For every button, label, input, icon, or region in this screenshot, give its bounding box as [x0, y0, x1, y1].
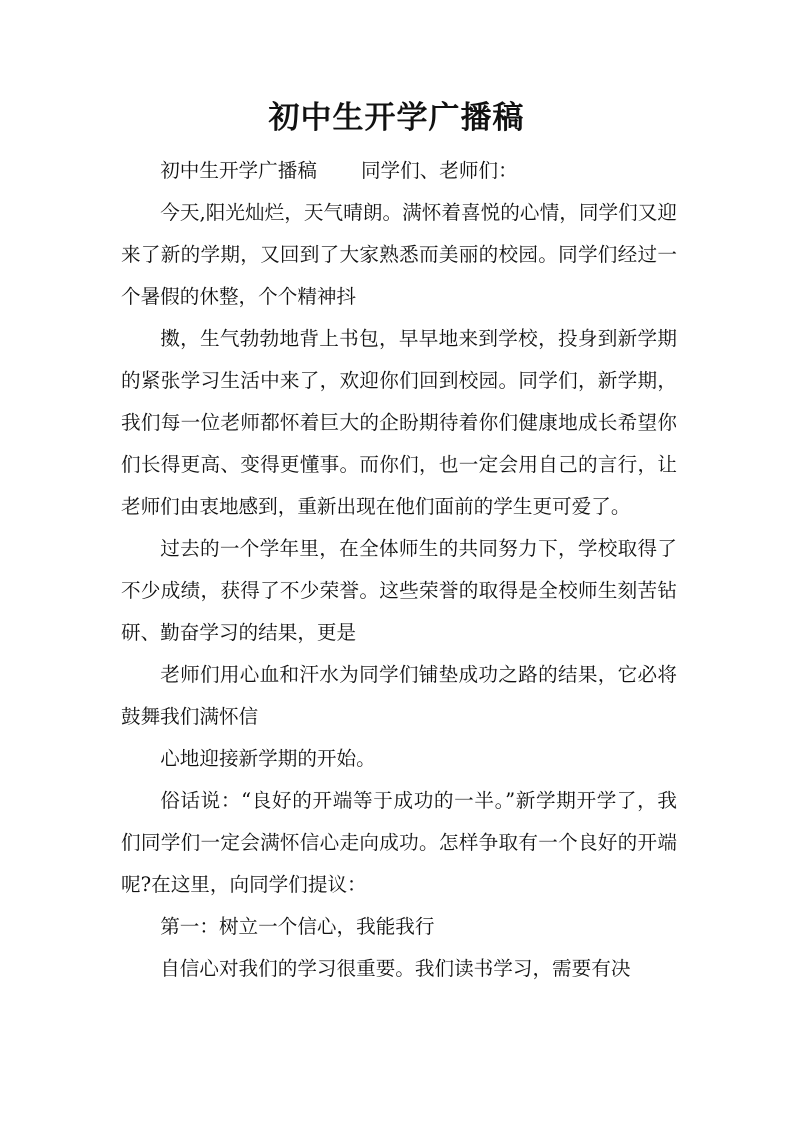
paragraph: 擞，生气勃勃地背上书包，早早地来到学校，投身到新学期的紧张学习生活中来了，欢迎你们回到校园。同学们，新学期，我们每一位老师都怀着巨大的企盼期待着你们健康地成长希望你们长得更高、变得更懂事。而你们，也一定会用自己的言行，让老师们由衷地感到，重新出现在他们面前的学生更可爱了。 [121, 327, 677, 518]
heading-line [121, 150, 677, 192]
paragraph: 俗话说：“良好的开端等于成功的一半。”新学期开学了，我们同学们一定会满怀信心走向成功。怎样争取有一个良好的开端呢?在这里，向同学们提议： [121, 789, 677, 896]
paragraph: 过去的一个学年里，在全体师生的共同努力下，学校取得了不少成绩，获得了不少荣誉。这些荣誉的取得是全校师生刻苦钻研、勤奋学习的结果，更是 [121, 537, 677, 644]
paragraph: 自信心对我们的学习很重要。我们读书学习，需要有决 [160, 957, 631, 980]
paragraph: 老师们用心血和汗水为同学们铺垫成功之路的结果，它必将鼓舞我们满怀信 [121, 663, 677, 728]
paragraph: 心地迎接新学期的开始。 [160, 747, 376, 770]
document-title: 初中生开学广播稿 [268, 100, 525, 136]
document-body [121, 150, 677, 990]
paragraph: 第一：树立一个信心，我能我行 [160, 915, 435, 938]
heading-label: 初中生开学广播稿 [160, 159, 317, 182]
paragraph: 今天,阳光灿烂，天气晴朗。满怀着喜悦的心情，同学们又迎来了新的学期，又回到了大家熟悉而美丽的校园。同学们经过一个暑假的休整，个个精神抖 [121, 201, 677, 308]
greeting-text: 同学们、老师们： [360, 159, 518, 182]
